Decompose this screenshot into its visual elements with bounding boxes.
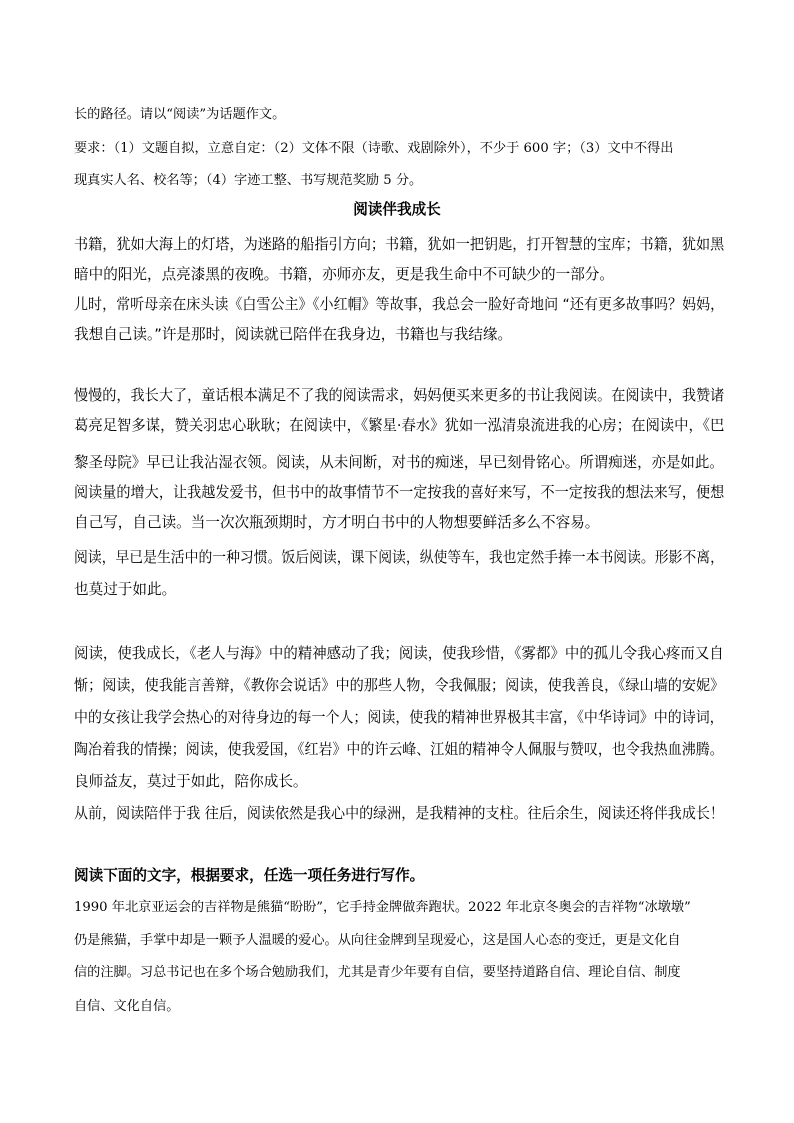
essay-line: 书籍，犹如大海上的灯塔，为迷路的船指引方向；书籍，犹如一把钥匙，打开智慧的宝库；书籍，犹如黑 (74, 236, 725, 253)
essay-line: 从前，阅读陪伴于我 往后，阅读依然是我心中的绿洲，是我精神的支柱。往后余生，阅读还将伴我成长！ (74, 805, 724, 822)
essay-line: 惭；阅读，使我能言善辩，《教你会说话》中的那些人物，令我佩服；阅读，使我善良，《绿山墙的安妮》 (74, 677, 725, 694)
essay-line: 黎圣母院》早已让我沾湿衣领。阅读，从未间断，对书的痴迷，早已刻骨铭心。所谓痴迷，亦是如此。 (74, 454, 724, 471)
essay-line: 也莫过于如此。 (74, 581, 177, 598)
essay-line: 陶冶着我的情操；阅读，使我爱国，《红岩》中的许云峰、江姐的精神令人佩服与赞叹，也令我热血沸腾。 (74, 741, 724, 758)
essay-line: 儿时，常听母亲在床头读《白雪公主》《小红帽》等故事，我总会一脸好奇地问 “还有更多故事吗？妈妈， (74, 296, 725, 313)
task-line: 自信、文化自信。 (74, 999, 180, 1014)
intro-line-3: 现真实人名、校名等；（4）字迹工整、书写规范奖励 5 分。 (74, 173, 423, 188)
intro-line-1: 长的路径。请以“阅读”为话题作文。 (74, 107, 286, 122)
task-line: 仍是熊猫，手掌中却是一颗予人温暖的爱心。从向往金牌到呈现爱心，这是国人心态的变迁，更是文化自 (74, 933, 681, 948)
essay-line: 阅读，早已是生活中的一种习惯。饭后阅读，课下阅读，纵使等车，我也定然手捧一本书阅读。形影不离， (74, 549, 724, 566)
essay-line: 阅读，使我成长，《老人与海》中的精神感动了我；阅读，使我珍惜，《雾都》中的孤儿令我心疼而又自 (74, 645, 724, 662)
essay-line: 中的女孩让我学会热心的对待身边的每一个人；阅读，使我的精神世界极其丰富，《中华诗词》中的诗词， (74, 709, 724, 726)
essay-line: 阅读量的增大，让我越发爱书，但书中的故事情节不一定按我的喜好来写，不一定按我的想法来写，便想 (74, 484, 725, 501)
essay-line: 我想自己读。”许是那时，阅读就已陪伴在我身边，书籍也与我结缘。 (74, 326, 513, 343)
intro-line-2: 要求：（1）文题自拟，立意自定：（2）文体不限（诗歌、戏剧除外），不少于 600 字；（3）文中不得出 (74, 141, 674, 156)
essay-line: 良师益友，莫过于如此，陪你成长。 (74, 773, 308, 790)
essay-title: 阅读伴我成长 (353, 201, 441, 218)
essay-line: 葛亮足智多谋，赞关羽忠心耿耿；在阅读中，《繁星·春水》犹如一泓清泉流进我的心房；在阅读中，《巴 (74, 417, 725, 434)
task-line: 1990 年北京亚运会的吉祥物是熊猫“盼盼”，它手持金牌做奔跑状。2022 年北京冬奥会的吉祥物“冰墩墩” (74, 900, 691, 915)
task-line: 信的注脚。习总书记也在多个场合勉励我们，尤其是青少年要有自信，要坚持道路自信、理论自信、制度 (74, 965, 681, 980)
essay-line: 自己写，自己读。当一次次瓶颈期时，方才明白书中的人物想要鲜活多么不容易。 (74, 514, 600, 531)
essay-line: 慢慢的，我长大了，童话根本满足不了我的阅读需求，妈妈便买来更多的书让我阅读。在阅读中，我赞诸 (74, 387, 725, 404)
essay-line: 暗中的阳光，点亮漆黑的夜晚。书籍，亦师亦友，更是我生命中不可缺少的一部分。 (74, 266, 614, 283)
task-heading: 阅读下面的文字，根据要求，任选一项任务进行写作。 (74, 867, 425, 884)
